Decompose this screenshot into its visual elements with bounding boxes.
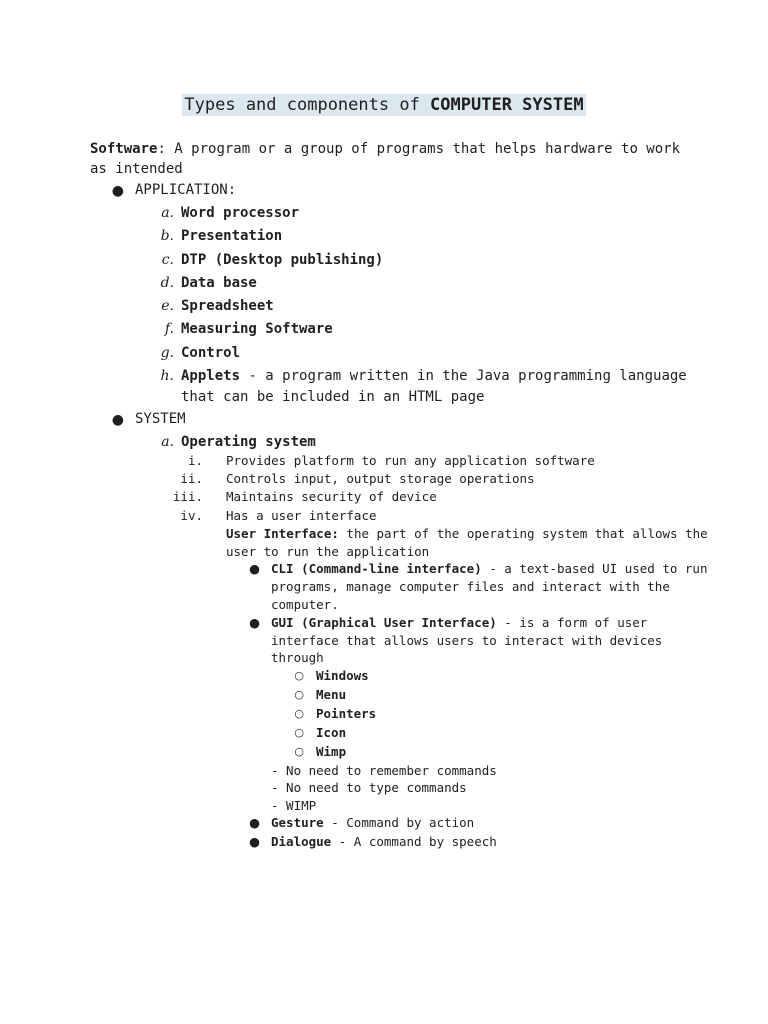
list-item-control: Control (181, 345, 241, 361)
roman-item-user-interface: Has a user interface (226, 508, 377, 523)
system-heading: SYSTEM (135, 411, 186, 427)
bullet-icon: ● (249, 561, 260, 576)
roman-marker: ii. (180, 471, 203, 486)
list-item-word-processor: Word processor (181, 205, 300, 221)
bullet-icon: ● (111, 412, 124, 428)
ui-def-line2: user to run the application (226, 544, 430, 559)
circle-bullet-icon: ○ (294, 726, 304, 739)
gesture-definition (271, 814, 474, 832)
applets-def-line2: that can be included in an HTML page (181, 389, 485, 405)
roman-marker: i. (187, 453, 203, 468)
list-item-spreadsheet: Spreadsheet (181, 298, 274, 314)
title-text: Types and components of (184, 95, 431, 115)
list-item-applets (181, 366, 687, 386)
roman-marker: iv. (180, 508, 203, 523)
cli-def-line1: - a text-based UI used to run (481, 561, 708, 576)
gesture-def: - Command by action (323, 815, 475, 830)
list-item-dtp: DTP (Desktop publishing) (181, 252, 384, 268)
gui-definition (271, 614, 647, 632)
ui-term: User Interface: (226, 526, 339, 541)
list-item-measuring-software: Measuring Software (181, 321, 333, 337)
bullet-icon: ● (249, 815, 260, 830)
software-definition (90, 139, 680, 159)
software-term: Software (90, 141, 158, 157)
roman-marker: iii. (172, 489, 203, 504)
cli-term: CLI (Command-line interface) (271, 561, 482, 576)
page-title (0, 93, 768, 117)
title-highlight (182, 94, 585, 116)
software-def-line2: as intended (90, 161, 183, 177)
list-marker: e. (161, 298, 174, 314)
title-bold-text: COMPUTER SYSTEM (430, 95, 584, 115)
ui-definition (226, 525, 708, 543)
gui-def-line3: through (271, 650, 324, 665)
gui-note: - No need to type commands (271, 780, 467, 795)
gui-term: GUI (Graphical User Interface) (271, 615, 497, 630)
roman-item-controls: Controls input, output storage operations (226, 471, 535, 486)
dialogue-def: - A command by speech (331, 834, 497, 849)
cli-def-line2: programs, manage computer files and interact with the (271, 579, 670, 594)
software-def-line1: : A program or a group of programs that helps hardware to work (157, 141, 681, 157)
list-marker: h. (160, 368, 174, 384)
dialogue-term: Dialogue (271, 834, 332, 849)
wimp-item-icon: Icon (316, 725, 347, 740)
wimp-item-windows: Windows (316, 668, 369, 683)
list-marker: f. (164, 321, 174, 337)
wimp-item-pointers: Pointers (316, 706, 377, 721)
list-item-operating-system: Operating system (181, 434, 316, 450)
applets-def-line1: - a program written in the Java programming language (240, 368, 687, 384)
circle-bullet-icon: ○ (294, 669, 304, 682)
list-marker: a. (161, 434, 174, 450)
list-marker: c. (161, 252, 174, 268)
ui-def-line1: the part of the operating system that allows the (338, 526, 708, 541)
gui-def-line1: - is a form of user (496, 615, 648, 630)
wimp-item-wimp: Wimp (316, 744, 347, 759)
list-item-presentation: Presentation (181, 228, 283, 244)
cli-definition (271, 560, 708, 578)
gui-def-line2: interface that allows users to interact with devices (271, 633, 663, 648)
roman-item-platform: Provides platform to run any application software (226, 453, 595, 468)
circle-bullet-icon: ○ (294, 688, 304, 701)
bullet-icon: ● (249, 615, 260, 630)
list-marker: g. (160, 345, 174, 361)
gui-note: - WIMP (271, 798, 317, 813)
list-item-data-base: Data base (181, 275, 257, 291)
list-marker: a. (161, 205, 174, 221)
bullet-icon: ● (249, 834, 260, 849)
bullet-icon: ● (111, 183, 124, 199)
gui-note: - No need to remember commands (271, 763, 497, 778)
wimp-item-menu: Menu (316, 687, 347, 702)
circle-bullet-icon: ○ (294, 707, 304, 720)
circle-bullet-icon: ○ (294, 745, 304, 758)
roman-item-security: Maintains security of device (226, 489, 437, 504)
application-heading: APPLICATION: (135, 182, 237, 198)
gesture-term: Gesture (271, 815, 324, 830)
cli-def-line3: computer. (271, 597, 339, 612)
list-marker: b. (160, 228, 174, 244)
list-marker: d. (160, 275, 174, 291)
applets-term: Applets (181, 368, 241, 384)
dialogue-definition (271, 833, 497, 851)
